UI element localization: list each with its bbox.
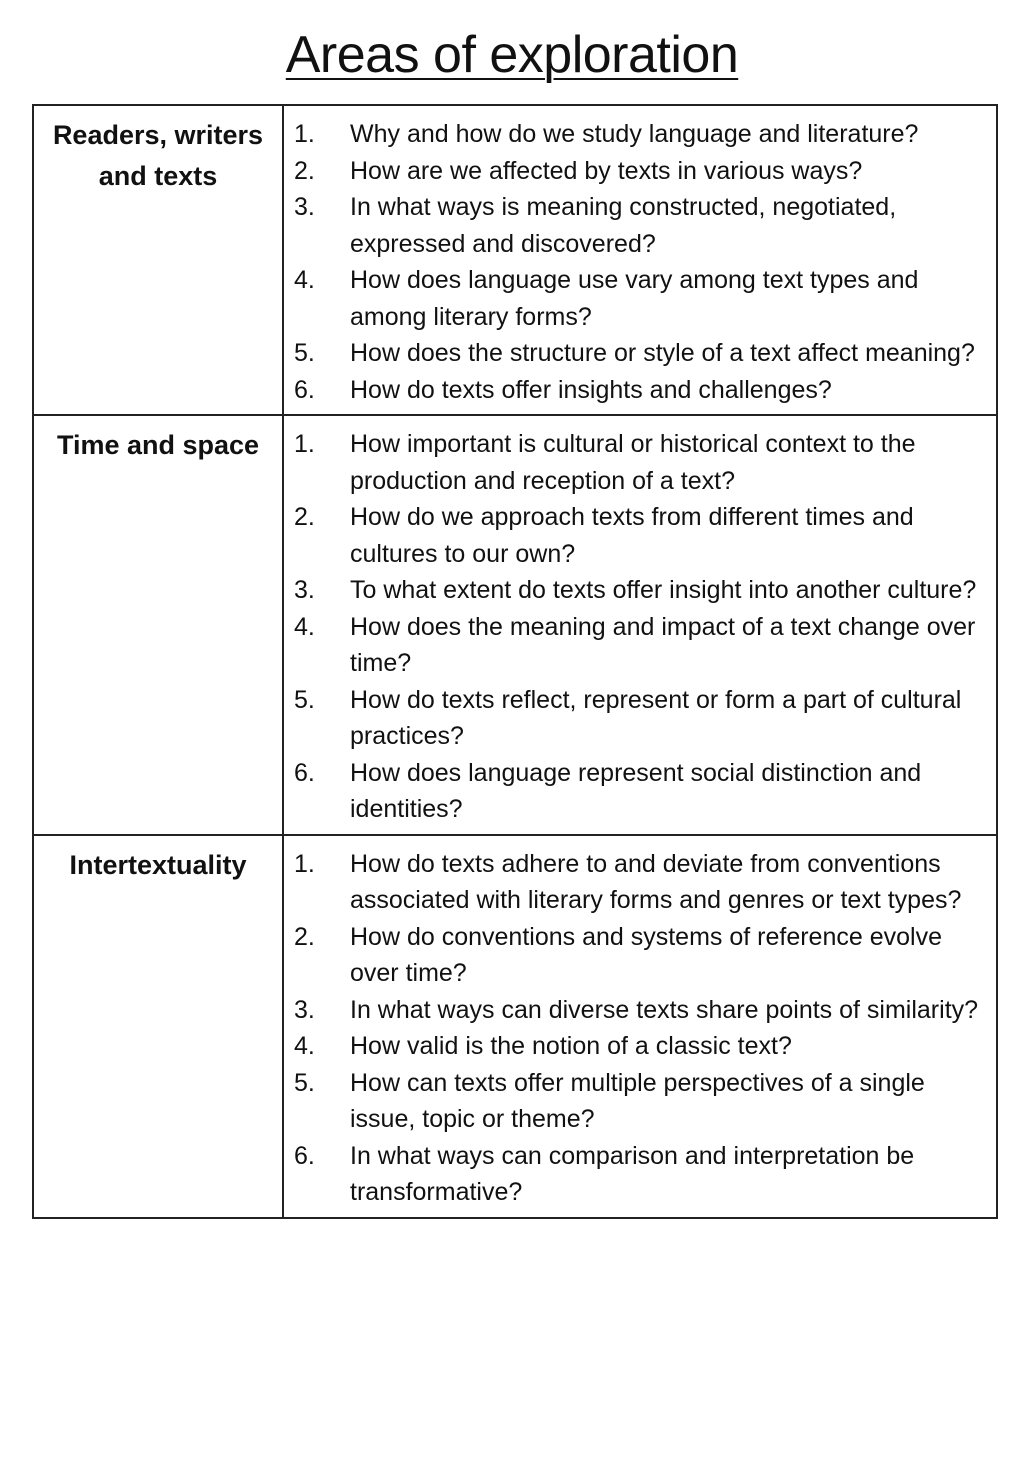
question-text: In what ways can comparison and interpretation be transformative? [350,1141,915,1206]
question-text: How does language use vary among text types and among literary forms? [350,266,919,331]
question-number: 6. [294,375,315,404]
question-item [294,609,982,682]
question-item [294,572,982,609]
question-number: 5. [294,339,315,367]
question-number: 6. [294,1141,315,1170]
question-text: Why and how do we study language and literature? [350,120,919,148]
question-item [294,682,982,755]
areas-table [32,104,998,1219]
question-number: 4. [294,612,315,641]
question-number: 2. [294,922,315,951]
question-text: How does language represent social distinction and identities? [350,758,922,823]
question-item [294,846,982,919]
question-number: 3. [294,576,315,604]
question-text: In what ways can diverse texts share points of similarity? [350,995,979,1024]
question-item [294,262,982,335]
area-row [33,835,997,1218]
question-number: 2. [294,156,315,185]
question-text: How does the structure or style of a text affect meaning? [350,339,975,367]
question-item [294,919,982,992]
area-row [33,415,997,835]
question-text: How important is cultural or historical context to the production and reception of a text? [350,430,916,495]
question-item [294,426,982,499]
page-title-text: Areas of exploration [285,26,739,84]
question-item [294,372,982,409]
question-item [294,189,982,262]
area-name: Time and space [33,415,283,835]
question-number: 5. [294,1068,315,1097]
question-item [294,1138,982,1211]
question-item [294,1028,982,1065]
question-item [294,1065,982,1138]
question-number: 4. [294,1032,315,1060]
question-text: How do texts adhere to and deviate from conventions associated with literary forms and genres or text types? [350,849,962,914]
question-list [283,835,997,1218]
question-number: 1. [294,849,315,878]
question-text: How does the meaning and impact of a text change over time? [350,612,976,677]
area-name: Intertextuality [33,835,283,1218]
question-number: 1. [294,120,315,148]
question-text: In what ways is meaning constructed, negotiated, expressed and discovered? [350,193,897,258]
question-text: How do we approach texts from different times and cultures to our own? [350,503,914,568]
question-list [283,105,997,415]
question-text: How do conventions and systems of reference evolve over time? [350,922,942,987]
question-text: How do texts reflect, represent or form a part of cultural practices? [350,685,962,750]
question-number: 4. [294,266,315,294]
question-item [294,499,982,572]
question-text: How valid is the notion of a classic text? [350,1032,792,1060]
area-name: Readers, writers and texts [33,105,283,415]
question-item [294,116,982,153]
question-item [294,153,982,190]
question-number: 5. [294,685,315,714]
question-number: 3. [294,995,315,1024]
question-number: 2. [294,503,315,531]
question-item [294,335,982,372]
question-text: How are we affected by texts in various ways? [350,156,863,185]
question-text: How can texts offer multiple perspectives of a single issue, topic or theme? [350,1068,925,1133]
question-text: How do texts offer insights and challenges? [350,375,832,404]
question-text: To what extent do texts offer insight into another culture? [350,576,977,604]
question-number: 1. [294,430,315,458]
question-number: 6. [294,758,315,787]
question-item [294,992,982,1029]
question-number: 3. [294,193,315,221]
question-item [294,755,982,828]
page-title [0,22,1024,88]
area-row [33,105,997,415]
question-list [283,415,997,835]
